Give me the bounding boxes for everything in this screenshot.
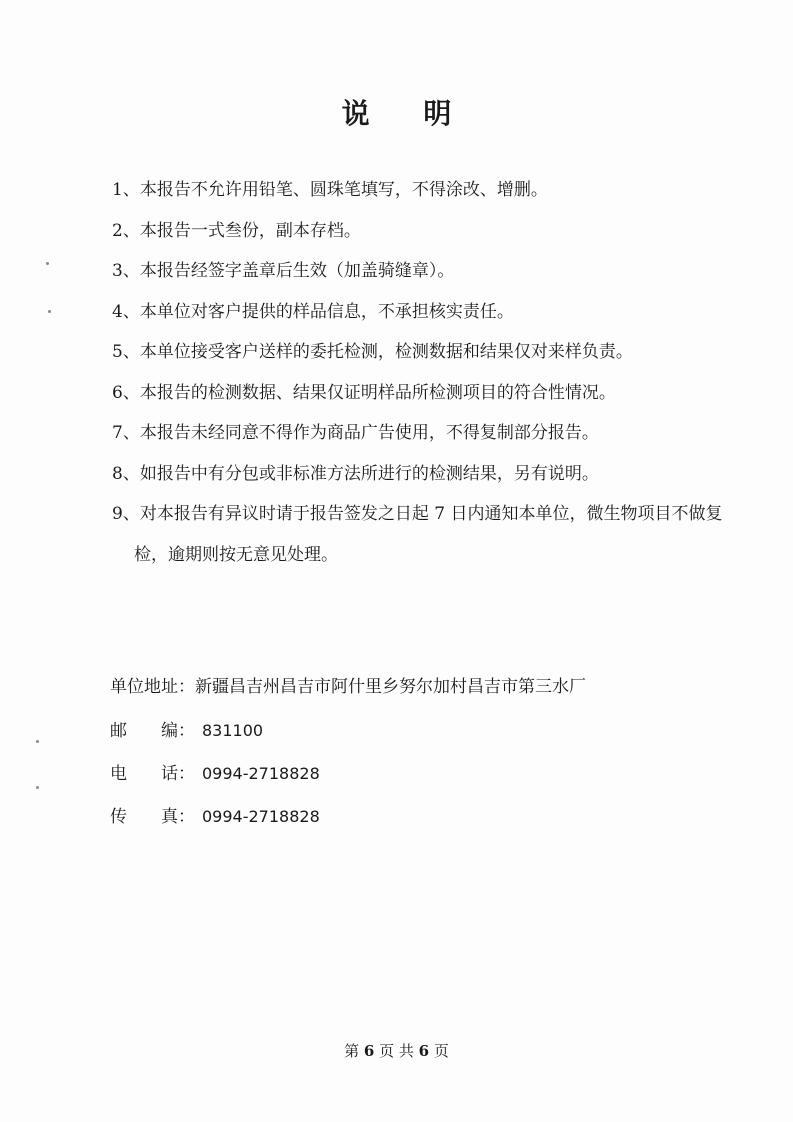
footer-page-number: 6 bbox=[363, 1042, 375, 1060]
note-item: 9、对本报告有异议时请于报告签发之日起 7 日内通知本单位，微生物项目不做复检，逾期则按无意见处理。 bbox=[112, 504, 723, 565]
note-item: 2、本报告一式叁份，副本存档。 bbox=[112, 220, 361, 241]
phone-row bbox=[110, 752, 586, 795]
note-item: 1、本报告不允许用铅笔、圆珠笔填写，不得涂改、增删。 bbox=[112, 180, 548, 200]
note-item: 6、本报告的检测数据、结果仅证明样品所检测项目的符合性情况。 bbox=[112, 382, 616, 403]
contact-block bbox=[110, 666, 586, 838]
fax-row bbox=[110, 795, 586, 838]
scan-speck bbox=[36, 740, 39, 743]
fax-value: 0994-2718828 bbox=[202, 807, 320, 826]
address-value: 新疆昌吉州昌吉市阿什里乡努尔加村昌吉市第三水厂 bbox=[195, 677, 586, 697]
note-item: 7、本报告未经同意不得作为商品广告使用，不得复制部分报告。 bbox=[112, 423, 599, 443]
postcode-label: 邮 编： bbox=[110, 721, 195, 741]
phone-label: 电 话： bbox=[110, 764, 195, 784]
page-title: 说 明 bbox=[341, 97, 474, 130]
page-footer bbox=[0, 1040, 793, 1061]
postcode-row bbox=[110, 709, 586, 752]
fax-label: 传 真： bbox=[110, 807, 195, 827]
phone-value: 0994-2718828 bbox=[202, 764, 320, 783]
footer-prefix: 第 bbox=[344, 1042, 360, 1060]
scan-speck bbox=[36, 786, 39, 789]
address-label: 单位地址： bbox=[110, 677, 195, 697]
scan-speck bbox=[48, 310, 51, 313]
footer-suffix: 页 bbox=[433, 1042, 449, 1060]
note-item: 5、本单位接受客户送样的委托检测，检测数据和结果仅对来样负责。 bbox=[112, 342, 633, 362]
scan-speck bbox=[46, 262, 49, 265]
footer-middle: 页 共 bbox=[379, 1042, 414, 1060]
note-item: 8、如报告中有分包或非标准方法所进行的检测结果，另有说明。 bbox=[112, 463, 599, 484]
notes-list bbox=[112, 170, 732, 575]
footer-total-pages: 6 bbox=[418, 1042, 430, 1060]
address-row bbox=[110, 666, 586, 709]
postcode-value: 831100 bbox=[202, 721, 264, 740]
note-item: 3、本报告经签字盖章后生效（加盖骑缝章）。 bbox=[112, 261, 455, 281]
note-item: 4、本单位对客户提供的样品信息，不承担核实责任。 bbox=[112, 301, 514, 322]
